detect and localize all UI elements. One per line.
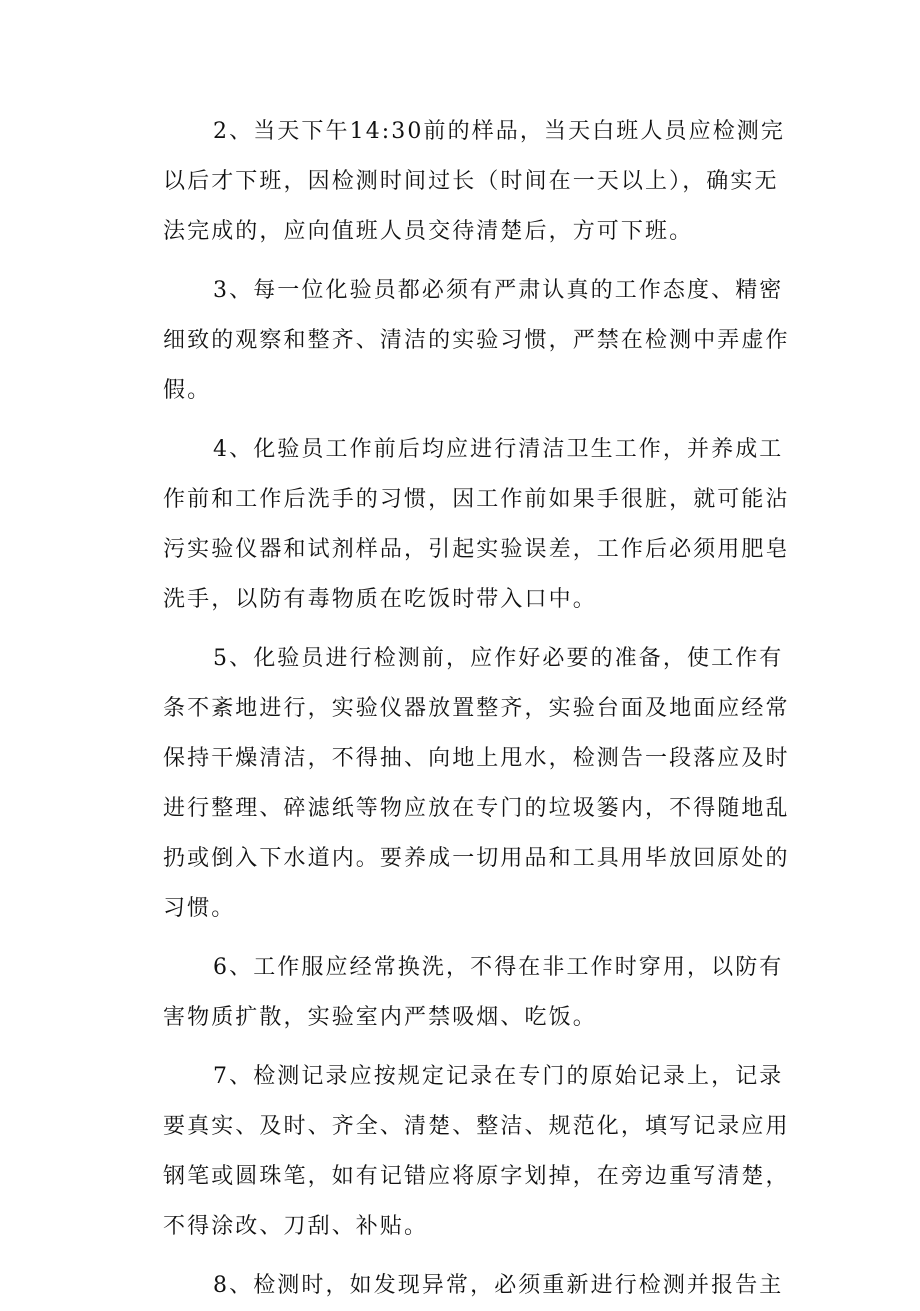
paragraph-item-7: 7、检测记录应按规定记录在专门的原始记录上，记录要真实、及时、齐全、清楚、整洁、规范化，填写记录应用钢笔或圆珠笔，如有记错应将原字划掉，在旁边重写清楚，不得涂改、刀刮、补贴。 (163, 1064, 790, 1239)
paragraph-item-5: 5、化验员进行检测前，应作好必要的准备，使工作有条不紊地进行，实验仪器放置整齐，实验台面及地面应经常保持干燥清洁，不得抽、向地上甩水，检测告一段落应及时进行整理、碎滤纸等物应放在专门的垃圾篓内，不得随地乱扔或倒入下水道内。要养成一切用品和工具用毕放回原处的习惯。 (163, 646, 790, 921)
paragraph-item-2: 2、当天下午14:30前的样品，当天白班人员应检测完以后才下班，因检测时间过长（时间在一天以上），确实无法完成的，应向值班人员交待清楚后，方可下班。 (163, 119, 785, 244)
document-body (163, 107, 793, 1311)
paragraph-item-3: 3、每一位化验员都必须有严肃认真的工作态度、精密细致的观察和整齐、清洁的实验习惯，严禁在检测中弄虚作假。 (163, 278, 790, 403)
paragraph-item-4: 4、化验员工作前后均应进行清洁卫生工作，并养成工作前和工作后洗手的习惯，因工作前如果手很脏，就可能沾污实验仪器和试剂样品，引起实验误差，工作后必须用肥皂洗手，以防有毒物质在吃饭时带入口中。 (163, 437, 790, 612)
paragraph-item-6: 6、工作服应经常换洗，不得在非工作时穿用，以防有害物质扩散，实验室内严禁吸烟、吃饭。 (163, 955, 784, 1030)
paragraph-item-8: 8、检测时，如发现异常，必须重新进行检测并报告主 (213, 1273, 784, 1298)
